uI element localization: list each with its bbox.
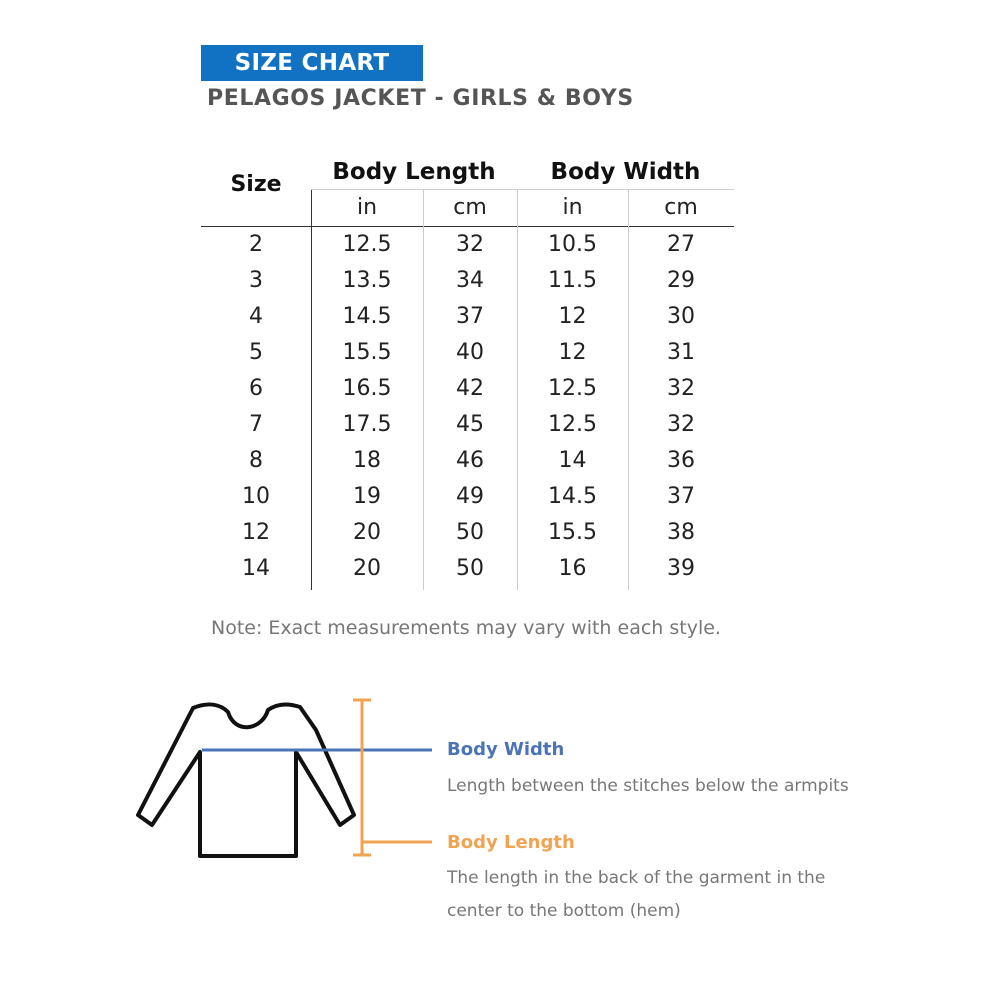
unit-header-width-cm: cm bbox=[664, 195, 698, 220]
length-in-cell: 17.5 bbox=[342, 412, 392, 437]
width-cm-cell: 31 bbox=[667, 340, 695, 365]
width-cm-cell: 38 bbox=[667, 520, 695, 545]
measurement-diagram bbox=[130, 690, 450, 870]
length-in-cell: 19 bbox=[353, 484, 381, 509]
width-in-cell: 12 bbox=[558, 304, 587, 329]
legend-body-width-title: Body Width bbox=[447, 739, 565, 760]
width-cm-cell: 37 bbox=[667, 484, 695, 509]
length-in-cell: 13.5 bbox=[342, 268, 392, 293]
size-cell: 2 bbox=[249, 232, 263, 257]
length-in-cell: 14.5 bbox=[342, 304, 392, 329]
size-cell: 5 bbox=[249, 340, 263, 365]
size-table bbox=[201, 150, 734, 590]
unit-header-length-in: in bbox=[356, 195, 378, 220]
size-cell: 7 bbox=[249, 412, 263, 437]
length-in-cell: 20 bbox=[353, 520, 381, 545]
length-cm-cell: 45 bbox=[456, 412, 484, 437]
width-cm-cell: 36 bbox=[667, 448, 695, 473]
length-in-cell: 16.5 bbox=[342, 376, 392, 401]
length-cm-cell: 46 bbox=[456, 448, 484, 473]
legend-body-length-title: Body Length bbox=[447, 832, 575, 853]
size-cell: 10 bbox=[242, 484, 270, 509]
length-in-cell: 12.5 bbox=[342, 232, 392, 257]
length-in-cell: 18 bbox=[353, 448, 381, 473]
size-column-header: Size bbox=[230, 172, 282, 197]
width-in-cell: 11.5 bbox=[548, 268, 597, 293]
size-cell: 14 bbox=[242, 556, 270, 581]
size-cell: 6 bbox=[249, 376, 263, 401]
legend-body-length-desc-2: center to the bottom (hem) bbox=[447, 901, 681, 921]
length-cm-cell: 50 bbox=[456, 520, 484, 545]
width-cm-cell: 32 bbox=[667, 412, 695, 437]
length-cm-cell: 40 bbox=[456, 340, 484, 365]
width-cm-cell: 32 bbox=[667, 376, 695, 401]
length-cm-cell: 50 bbox=[456, 556, 484, 581]
size-cell: 12 bbox=[242, 520, 270, 545]
length-cm-cell: 37 bbox=[456, 304, 484, 329]
length-cm-cell: 49 bbox=[456, 484, 484, 509]
length-cm-cell: 34 bbox=[456, 268, 484, 293]
width-cm-cell: 29 bbox=[667, 268, 695, 293]
unit-header-length-cm: cm bbox=[453, 195, 487, 220]
length-cm-cell: 42 bbox=[456, 376, 484, 401]
length-in-cell: 20 bbox=[353, 556, 381, 581]
shirt-outline-icon bbox=[138, 704, 354, 856]
width-in-cell: 16 bbox=[558, 556, 587, 581]
badge-title: SIZE CHART bbox=[234, 50, 390, 76]
body-length-header: Body Length bbox=[332, 159, 496, 185]
size-cell: 8 bbox=[249, 448, 263, 473]
unit-header-width-in: in bbox=[562, 195, 583, 220]
width-in-cell: 14 bbox=[558, 448, 587, 473]
body-width-header: Body Width bbox=[550, 159, 701, 185]
width-in-cell: 15.5 bbox=[548, 520, 597, 545]
measurement-note: Note: Exact measurements may vary with each style. bbox=[211, 617, 721, 639]
length-in-cell: 15.5 bbox=[342, 340, 392, 365]
length-cm-cell: 32 bbox=[456, 232, 484, 257]
width-in-cell: 12.5 bbox=[548, 412, 597, 437]
product-title: PELAGOS JACKET - GIRLS & BOYS bbox=[207, 86, 634, 111]
size-cell: 3 bbox=[249, 268, 263, 293]
width-in-cell: 10.5 bbox=[548, 232, 597, 257]
width-cm-cell: 30 bbox=[667, 304, 695, 329]
width-in-cell: 12 bbox=[558, 340, 587, 365]
size-cell: 4 bbox=[249, 304, 263, 329]
width-in-cell: 12.5 bbox=[548, 376, 597, 401]
legend-body-length-desc-1: The length in the back of the garment in the bbox=[447, 868, 826, 888]
legend-body-width-desc: Length between the stitches below the armpits bbox=[447, 776, 849, 796]
width-in-cell: 14.5 bbox=[548, 484, 597, 509]
width-cm-cell: 39 bbox=[667, 556, 695, 581]
size-chart-badge bbox=[201, 45, 423, 81]
width-cm-cell: 27 bbox=[667, 232, 695, 257]
